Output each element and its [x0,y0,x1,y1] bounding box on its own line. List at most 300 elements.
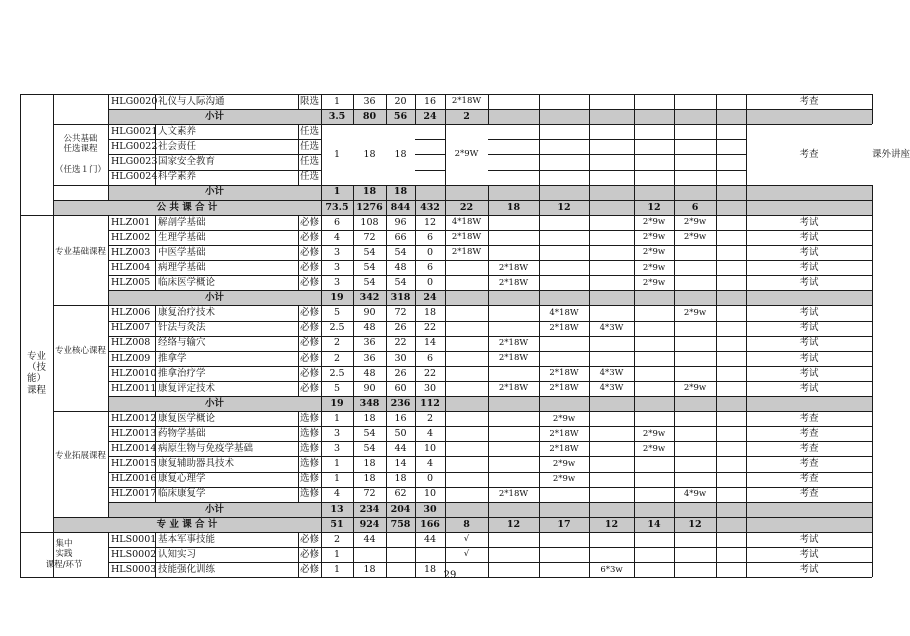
course-code: HLG0023 [111,156,158,168]
course-code: HLZ0012 [111,412,157,424]
cell-theory-hours: 96 [394,216,407,228]
cell-theory-hours: 14 [394,458,407,470]
course-type: 必修 [299,216,319,228]
course-code: HLS0002 [111,548,157,560]
column-rule [20,94,21,577]
cell-s1: √ [463,549,470,560]
course-code: HLZ0017 [111,488,157,500]
column-rule [108,532,109,577]
cell-s3: 2*18W [549,383,579,394]
column-rule [589,94,590,577]
course-name: 推拿学 [158,352,187,364]
cell-s3: 2*18W [549,443,579,454]
column-rule [415,185,416,578]
cell-exam-type: 考查 [799,428,819,440]
cell-exam-type: 考试 [799,367,819,379]
row-rule [415,154,445,155]
row-rule [53,517,872,518]
cell-s5: 2*9w [642,277,666,288]
course-code: HLZ0010 [111,367,157,379]
cell-exam-type: 考试 [799,563,819,575]
cell-exam-type: 考查 [799,458,819,470]
group-major-core: 专业核心课程 [54,345,106,356]
course-name: 康复治疗技术 [158,307,216,319]
cell-s3: 2*18W [549,322,579,333]
cell-practice-hours: 12 [423,216,437,228]
course-code: HLZ001 [111,216,151,228]
course-type: 必修 [299,382,319,394]
row-rule [108,139,321,140]
cell-exam-type: 考查 [799,473,819,485]
cell-credits: 3 [333,277,341,289]
cell-credits: 1 [333,548,341,560]
column-rule [634,94,635,577]
cell-theory-hours: 44 [394,443,407,455]
column-rule [108,94,109,200]
row-rule [108,260,872,261]
cell-total-hours: 18 [363,473,376,485]
row-rule [108,547,872,548]
cell-theory-hours: 844 [390,201,411,213]
cell-practice-hours: 6 [426,231,434,243]
row-rule [53,200,872,201]
course-type: 必修 [299,337,319,349]
column-rule [353,185,354,578]
row-rule [488,154,746,155]
course-code: HLZ002 [111,231,151,243]
cell-total-hours: 36 [363,352,376,364]
cell-total-hours: 108 [360,216,379,228]
cell-practice-hours: 22 [423,367,437,379]
cell-theory-hours: 236 [390,397,411,409]
row-rule [108,154,321,155]
cell-s3: 4*18W [549,307,579,318]
course-name: 康复评定技术 [158,382,216,394]
cell-total-hours: 54 [363,246,376,258]
cell-practice-hours: 166 [420,518,440,530]
cell-credits: 2 [333,352,341,364]
course-type: 任选 [299,126,319,138]
cell-credits: 19 [330,292,344,304]
cell-credits: 5 [333,382,341,394]
column-rule [53,94,54,577]
course-name: 临床医学概论 [158,277,216,289]
cell-credits: 2 [333,533,341,545]
row-rule [108,472,872,473]
course-name: 针法与灸法 [158,322,206,334]
course-code: HLZ004 [111,261,151,273]
course-type: 必修 [299,231,319,243]
cell-s3: 2*9w [552,458,576,469]
cell-credits: 1 [333,473,341,485]
cell-exam-type: 考试 [799,337,819,349]
course-type: 必修 [299,277,319,289]
cell-total-hours: 342 [359,292,380,304]
cell-s6: 2*9w [683,217,707,228]
cell-theory-hours: 758 [390,518,411,530]
cell-credits: 1 [333,95,341,107]
row-rule [108,230,872,231]
cell-s5: 2*9w [642,232,666,243]
subtotal-label: 小计 [204,110,224,122]
course-name: 认知实习 [158,548,197,560]
cell-exam-type: 考试 [799,246,819,258]
subtotal-label: 小计 [204,503,224,515]
course-name: 康复医学概论 [158,412,216,424]
merged-credits: 1 [333,148,341,160]
cell-credits: 1 [333,563,341,575]
column-rule [386,94,387,124]
column-rule [155,411,156,502]
row-rule [20,215,872,216]
course-type: 任选 [299,171,319,183]
cell-total-hours: 48 [363,322,376,334]
cell-credits: 5 [333,307,341,319]
course-name: 推拿治疗学 [158,367,206,379]
cell-credits: 51 [330,518,344,530]
cell-total-hours: 1276 [356,201,383,213]
cell-exam-type: 考试 [799,352,819,364]
cell-exam-type: 考查 [799,95,819,107]
course-name: 中医学基础 [158,246,206,258]
cell-total-hours: 18 [363,458,376,470]
note-cell: 课外讲座 [872,148,910,160]
course-code: HLZ0013 [111,428,157,440]
cell-practice-hours: 4 [426,428,434,440]
cell-theory-hours: 56 [393,110,408,122]
cell-credits: 4 [333,231,341,243]
cell-s3: 2*9w [552,413,576,424]
cell-s1: 2 [463,110,470,122]
cell-s3: 17 [557,518,571,530]
cell-total-hours: 348 [359,397,380,409]
column-rule [539,94,540,577]
course-code: HLZ0011 [111,382,157,394]
cell-total-hours: 72 [363,231,376,243]
cell-s5: 2*9w [642,428,666,439]
course-name: 药物学基础 [158,428,206,440]
course-name: 解剖学基础 [158,216,206,228]
cell-exam-type: 考试 [799,216,819,228]
row-rule [488,139,746,140]
cell-s4: 4*3W [599,322,624,333]
row-rule [488,170,746,171]
column-rule [298,94,299,109]
row-rule [108,456,872,457]
column-rule [155,305,156,396]
group-practice: 集中 实践 课程/环节 [45,539,83,570]
course-name: 科学素养 [158,171,197,183]
cell-credits: 2 [333,337,341,349]
cell-s4: 12 [604,518,619,530]
cell-theory-hours: 54 [394,246,407,258]
cell-total-hours: 54 [363,277,376,289]
cell-theory-hours: 20 [394,95,407,107]
cell-credits: 3.5 [328,110,346,122]
course-type: 必修 [299,307,319,319]
row-rule [108,426,872,427]
row-rule [415,139,445,140]
row-rule [53,411,872,412]
cell-exam-type: 考试 [799,322,819,334]
cell-credits: 1 [333,412,341,424]
cell-credits: 3 [333,261,341,273]
row-rule [53,305,872,306]
merged-total-hours: 18 [363,148,376,160]
row-rule [108,170,321,171]
course-type: 必修 [299,548,319,560]
column-rule [155,94,156,109]
row-rule [415,170,445,171]
course-code: HLG0022 [111,141,158,153]
course-code: HLZ007 [111,322,151,334]
course-name: 病理学基础 [158,261,206,273]
cell-practice-hours: 30 [423,382,437,394]
row-rule [108,502,872,503]
column-rule [298,124,299,184]
cell-s6: 6 [691,201,699,213]
course-code: HLZ009 [111,352,151,364]
cell-exam-type: 考试 [799,277,819,289]
course-type: 选修 [299,428,319,440]
cell-total-hours: 18 [363,412,376,424]
course-name: 病原生物与免疫学基础 [158,443,254,455]
cell-practice-hours: 44 [423,533,437,545]
course-code: HLZ0016 [111,473,157,485]
cell-credits: 2.5 [329,322,345,334]
row-rule [20,532,872,533]
cell-s4: 4*3W [599,368,624,379]
row-rule [108,366,872,367]
cell-practice-hours: 30 [423,503,437,515]
course-name: 生理学基础 [158,231,206,243]
cell-exam-type: 考试 [799,533,819,545]
course-code: HLG0024 [111,171,158,183]
cell-practice-hours: 432 [420,201,440,213]
cell-s5: 14 [647,518,661,530]
cell-s4: 4*3W [599,383,624,394]
cell-s6: 2*9w [683,307,707,318]
course-type: 必修 [299,352,319,364]
cell-s3: 12 [557,201,571,213]
column-rule [155,532,156,577]
cell-practice-hours: 2 [426,412,434,424]
cell-credits: 13 [330,503,344,515]
cell-total-hours: 36 [363,95,376,107]
row-rule [53,124,872,125]
course-type: 必修 [299,563,319,575]
cell-credits: 73.5 [325,201,349,213]
cell-theory-hours: 16 [394,412,407,424]
cell-total-hours: 54 [363,428,376,440]
cell-credits: 1 [333,186,341,198]
cell-practice-hours: 22 [423,322,437,334]
course-type: 选修 [299,412,319,424]
cell-practice-hours: 16 [423,95,437,107]
course-code: HLZ0014 [111,443,157,455]
course-type: 必修 [299,246,319,258]
cell-s5: 2*9w [642,262,666,273]
cell-s5: 2*9w [642,247,666,258]
cell-theory-hours: 54 [394,277,407,289]
cell-exam-type: 考试 [799,548,819,560]
course-name: 社会责任 [158,141,197,153]
cell-s1: √ [463,534,470,545]
cell-s5: 2*9w [642,217,666,228]
column-rule [321,94,322,577]
cell-practice-hours: 18 [423,563,437,575]
row-rule [108,245,872,246]
cell-s3: 2*18W [549,428,579,439]
cell-theory-hours: 18 [394,473,407,485]
cell-total-hours: 924 [359,518,380,530]
course-code: HLG0020 [111,95,158,107]
cell-practice-hours: 10 [423,443,437,455]
cell-s2: 2*18W [498,338,529,349]
column-rule [298,305,299,396]
cell-exam-type: 考试 [799,382,819,394]
cell-exam-type: 考试 [799,307,819,319]
course-type: 必修 [299,322,319,334]
cell-exam-type: 考试 [799,231,819,243]
cell-credits: 2.5 [329,367,345,379]
cell-s4: 6*3w [600,564,623,575]
course-type: 限选 [299,95,319,107]
row-rule [108,562,872,563]
cell-credits: 1 [333,458,341,470]
group-major-basic: 专业基础课程 [54,247,106,258]
course-code: HLZ008 [111,337,151,349]
course-name: 康复辅助器具技术 [158,458,235,470]
row-rule [108,109,872,110]
cell-practice-hours: 24 [423,292,437,304]
cell-s1: 2*18W [451,96,482,107]
column-rule [488,94,489,124]
column-rule [488,185,489,578]
column-rule [872,94,873,124]
cell-s5: 2*9w [642,443,666,454]
subtotal-label: 小计 [204,292,224,304]
merged-theory-hours: 18 [394,148,407,160]
cell-total-hours: 90 [363,382,376,394]
column-rule [155,124,156,184]
cell-exam-type: 考查 [799,488,819,500]
cell-theory-hours: 26 [394,322,407,334]
cell-credits: 3 [333,428,341,440]
row-rule [53,185,872,186]
row-rule [108,396,872,397]
course-name: 经络与输穴 [158,337,206,349]
cell-credits: 6 [333,216,341,228]
cell-s2: 2*18W [498,489,529,500]
course-code: HLZ005 [111,277,151,289]
column-rule [415,94,416,124]
course-code: HLZ0015 [111,458,157,470]
column-rule [716,94,717,577]
cell-theory-hours: 30 [394,352,407,364]
cell-practice-hours: 14 [423,337,437,349]
row-rule [108,487,872,488]
row-rule [20,94,872,95]
merged-exam-type: 考查 [799,148,819,160]
cell-s6: 2*9w [683,232,707,243]
cell-s6: 4*9w [683,489,707,500]
cell-theory-hours: 18 [393,186,408,198]
cell-exam-type: 考查 [799,412,819,424]
cell-practice-hours: 18 [423,307,437,319]
cell-s2: 12 [506,518,521,530]
column-rule [298,532,299,577]
row-rule [108,336,872,337]
course-name: 基本军事技能 [158,533,216,545]
cell-practice-hours: 24 [423,110,437,122]
page-number: 29 [443,570,457,581]
cell-s2: 2*18W [498,277,529,288]
column-rule [155,215,156,291]
course-type: 选修 [299,443,319,455]
cell-s6: 12 [688,518,702,530]
column-rule [445,94,446,577]
cell-total-hours: 18 [363,563,376,575]
cell-s2: 18 [506,201,521,213]
column-rule [386,185,387,578]
course-code: HLG0021 [111,126,158,138]
cell-practice-hours: 10 [423,488,437,500]
column-rule [872,185,873,578]
column-rule [674,94,675,577]
cell-practice-hours: 0 [426,277,434,289]
cell-practice-hours: 4 [426,458,434,470]
column-rule [108,215,109,517]
cell-s3: 2*9w [552,473,576,484]
cell-s5: 12 [647,201,661,213]
group-major: 专业 （技 能） 课程 [26,350,46,396]
course-code: HLS0001 [111,533,157,545]
cell-s6: 2*9w [683,383,707,394]
cell-s1: 4*18W [451,217,482,228]
cell-credits: 19 [330,397,344,409]
course-name: 国家安全教育 [158,156,216,168]
course-type: 必修 [299,261,319,273]
cell-theory-hours: 72 [394,307,407,319]
cell-credits: 3 [333,246,341,258]
cell-total-hours: 80 [362,110,377,122]
row-rule [108,290,872,291]
course-type: 任选 [299,141,319,153]
cell-practice-hours: 6 [426,352,434,364]
cell-theory-hours: 48 [394,261,407,273]
course-type: 选修 [299,473,319,485]
merged-semester-1: 2*9W [454,149,479,160]
cell-theory-hours: 22 [394,337,407,349]
course-type: 必修 [299,533,319,545]
course-type: 必修 [299,367,319,379]
cell-total-hours: 48 [363,367,376,379]
group-public-elective: 公共基础 任选课程 （任选１门） [54,134,106,175]
cell-total-hours: 44 [363,533,376,545]
cell-exam-type: 考试 [799,261,819,273]
row-rule [108,441,872,442]
cell-total-hours: 90 [363,307,376,319]
course-type: 任选 [299,156,319,168]
group-major-extended: 专业拓展课程 [54,451,106,462]
column-rule [298,411,299,502]
course-type: 选修 [299,488,319,500]
cell-credits: 3 [333,443,341,455]
cell-practice-hours: 0 [426,473,434,485]
cell-practice-hours: 6 [426,261,434,273]
column-rule [746,94,747,577]
